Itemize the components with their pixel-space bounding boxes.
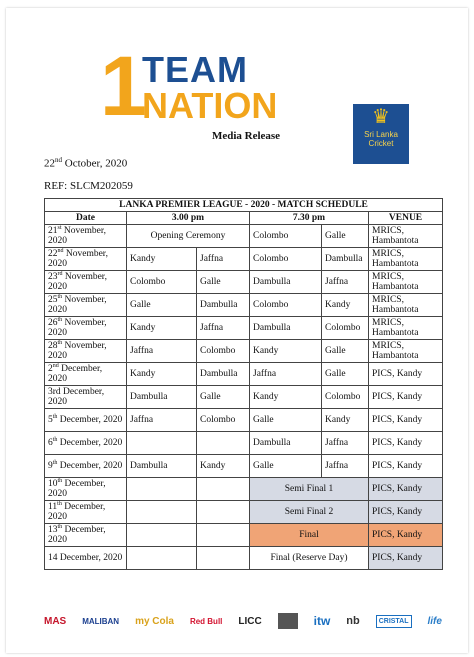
date-day: 9 [48, 461, 53, 471]
venue-cell: PICS, Kandy [369, 547, 443, 570]
date-rest: November, 2020 [48, 226, 106, 246]
logo-nation-text: NATION [142, 85, 278, 126]
empty-cell [127, 547, 197, 570]
venue-cell: PICS, Kandy [369, 432, 443, 455]
date-cell [45, 409, 127, 432]
date-cell [45, 340, 127, 363]
media-release-page [6, 8, 468, 653]
empty-cell [127, 524, 197, 547]
team-cell: Galle [322, 340, 369, 363]
match-schedule-table [44, 198, 443, 570]
date-rest: December, 2020 [48, 364, 103, 384]
date-day: 10 [48, 479, 58, 489]
schedule-body [45, 225, 443, 570]
schedule-title: LANKA PREMIER LEAGUE - 2020 - MATCH SCHEDULE [45, 199, 443, 212]
opening-ceremony-cell: Opening Ceremony [127, 225, 250, 248]
date-cell [45, 455, 127, 478]
date-cell [45, 225, 127, 248]
team-cell [127, 432, 197, 455]
date-day: 21 [48, 226, 58, 236]
knockout-match-cell: Semi Final 2 [250, 501, 369, 524]
venue-cell: MRICS, Hambantota [369, 225, 443, 248]
date-rest: December, 2020 [48, 502, 106, 522]
nb-logo: nb [346, 614, 360, 627]
venue-cell: PICS, Kandy [369, 524, 443, 547]
empty-cell [127, 478, 197, 501]
table-row [45, 271, 443, 294]
team-cell: Colombo [322, 317, 369, 340]
team-cell: Jaffna [197, 248, 250, 271]
header-venue: VENUE [369, 212, 443, 225]
team-cell: Colombo [250, 294, 322, 317]
header-date: Date [45, 212, 127, 225]
team-cell: Colombo [197, 340, 250, 363]
date-day: 5 [48, 415, 53, 425]
venue-cell: MRICS, Hambantota [369, 294, 443, 317]
team-cell: Galle [250, 455, 322, 478]
sri-lanka-cricket-crest [353, 104, 409, 164]
date-day: 25 [48, 295, 58, 305]
venue-cell: PICS, Kandy [369, 455, 443, 478]
team-cell: Galle [250, 409, 322, 432]
life-logo: life [427, 615, 442, 627]
table-row [45, 317, 443, 340]
date-day: 2 [48, 364, 53, 374]
knockout-match-cell: Semi Final 1 [250, 478, 369, 501]
lion-icon: ♛ [372, 106, 390, 128]
date-day: 13 [48, 525, 58, 535]
table-row [45, 432, 443, 455]
date-rest: November, 2020 [48, 295, 107, 315]
team-cell: Kandy [250, 386, 322, 409]
logo-team-text: TEAM [142, 49, 248, 90]
date-cell [45, 478, 127, 501]
team-cell [197, 432, 250, 455]
empty-cell [197, 478, 250, 501]
table-row [45, 478, 443, 501]
date-cell [45, 317, 127, 340]
sponsor-box-logo [278, 613, 298, 629]
venue-cell: PICS, Kandy [369, 478, 443, 501]
team-cell: Colombo [250, 225, 322, 248]
reference-number: REF: SLCM202059 [44, 180, 133, 192]
knockout-match-cell: Final (Reserve Day) [250, 547, 369, 570]
date-rest: December, 2020 [57, 415, 123, 425]
table-row [45, 340, 443, 363]
empty-cell [197, 501, 250, 524]
crest-text: Sri Lanka Cricket [364, 130, 398, 148]
media-release-heading: Media Release [211, 130, 281, 142]
itw-logo: itw [313, 613, 331, 628]
date-cell [45, 432, 127, 455]
date-suffix: nd [55, 156, 62, 164]
team-cell: Colombo [322, 386, 369, 409]
date-suffix: th [57, 293, 63, 300]
team-cell: Jaffna [322, 432, 369, 455]
table-row [45, 455, 443, 478]
team-cell: Kandy [322, 409, 369, 432]
date-day: 14 December, 2020 [48, 553, 123, 563]
team-cell: Dambulla [197, 294, 250, 317]
venue-cell: PICS, Kandy [369, 386, 443, 409]
header-slot-2: 7.30 pm [250, 212, 369, 225]
date-suffix: nd [52, 362, 59, 369]
empty-cell [197, 524, 250, 547]
team-cell: Galle [127, 294, 197, 317]
date-suffix: th [52, 436, 58, 443]
date-rest: October, 2020 [62, 157, 128, 170]
table-row [45, 501, 443, 524]
date-suffix: th [52, 413, 58, 420]
team-cell: Jaffna [127, 409, 197, 432]
date-suffix: th [57, 523, 63, 530]
team-cell: Colombo [127, 271, 197, 294]
date-rest: December, 2020 [57, 438, 123, 448]
table-row [45, 248, 443, 271]
venue-cell: MRICS, Hambantota [369, 317, 443, 340]
venue-cell: MRICS, Hambantota [369, 340, 443, 363]
venue-cell: MRICS, Hambantota [369, 248, 443, 271]
table-row [45, 386, 443, 409]
date-rest: December, 2020 [57, 461, 123, 471]
date-cell [45, 294, 127, 317]
empty-cell [197, 547, 250, 570]
date-suffix: nd [57, 247, 64, 254]
cristal-logo: CRISTAL [376, 615, 412, 628]
team-cell: Galle [197, 271, 250, 294]
date-day: 23 [48, 272, 58, 282]
date-rest: November, 2020 [48, 341, 107, 361]
date-day: 26 [48, 318, 58, 328]
date-cell [45, 501, 127, 524]
team-cell: Jaffna [250, 363, 322, 386]
date-rest: December, 2020 [48, 479, 106, 499]
date-day: 11 [48, 502, 58, 512]
knockout-match-cell: Final [250, 524, 369, 547]
team-cell: Kandy [127, 317, 197, 340]
venue-cell: PICS, Kandy [369, 363, 443, 386]
team-cell: Jaffna [127, 340, 197, 363]
date-rest: December, 2020 [48, 525, 106, 545]
date-suffix: rd [57, 270, 63, 277]
table-row [45, 225, 443, 248]
date-rest: November, 2020 [48, 318, 107, 338]
table-row [45, 363, 443, 386]
maliban-logo: MALIBAN [82, 616, 120, 626]
date-day: 6 [48, 438, 53, 448]
team-cell: Kandy [197, 455, 250, 478]
team-cell: Kandy [127, 248, 197, 271]
team-cell: Colombo [250, 248, 322, 271]
table-row [45, 409, 443, 432]
team-cell: Dambulla [127, 455, 197, 478]
team-cell: Kandy [127, 363, 197, 386]
date-day: 22 [48, 249, 58, 259]
team-cell: Galle [322, 363, 369, 386]
sponsor-strip [44, 606, 442, 636]
my-cola-logo: my Cola [135, 615, 174, 627]
date-day: 3rd December, 2020 [48, 387, 105, 407]
team-cell: Galle [197, 386, 250, 409]
date-suffix: th [57, 477, 63, 484]
team-cell: Dambulla [322, 248, 369, 271]
date-cell [45, 271, 127, 294]
date-suffix: th [57, 500, 62, 507]
team-cell: Jaffna [322, 271, 369, 294]
venue-cell: PICS, Kandy [369, 409, 443, 432]
team-cell: Dambulla [250, 432, 322, 455]
date-suffix: th [57, 339, 63, 346]
team-cell: Jaffna [322, 455, 369, 478]
team-cell: Kandy [250, 340, 322, 363]
header-slot-1: 3.00 pm [127, 212, 250, 225]
release-date [44, 156, 127, 170]
date-day: 22 [44, 157, 55, 170]
date-rest: November, 2020 [48, 272, 107, 292]
table-row [45, 547, 443, 570]
mas-logo: MAS [44, 615, 67, 627]
team-cell: Dambulla [250, 317, 322, 340]
table-row [45, 524, 443, 547]
date-cell [45, 524, 127, 547]
date-cell [45, 547, 127, 570]
date-suffix: th [57, 316, 63, 323]
venue-cell: MRICS, Hambantota [369, 271, 443, 294]
date-day: 28 [48, 341, 58, 351]
red-bull-logo: Red Bull [189, 616, 223, 626]
date-cell [45, 363, 127, 386]
team-cell: Dambulla [250, 271, 322, 294]
team-cell: Dambulla [197, 363, 250, 386]
date-suffix: st [57, 224, 62, 231]
date-suffix: th [52, 459, 58, 466]
team-cell: Kandy [322, 294, 369, 317]
venue-cell: PICS, Kandy [369, 501, 443, 524]
date-cell [45, 248, 127, 271]
team-cell: Dambulla [127, 386, 197, 409]
logo-number: 1 [100, 39, 147, 133]
team-cell: Jaffna [197, 317, 250, 340]
table-row [45, 294, 443, 317]
team-cell: Colombo [197, 409, 250, 432]
empty-cell [127, 501, 197, 524]
licc-jeans-logo: LICC [238, 615, 262, 627]
date-rest: November, 2020 [48, 249, 108, 269]
team-cell: Galle [322, 225, 369, 248]
date-cell [45, 386, 127, 409]
